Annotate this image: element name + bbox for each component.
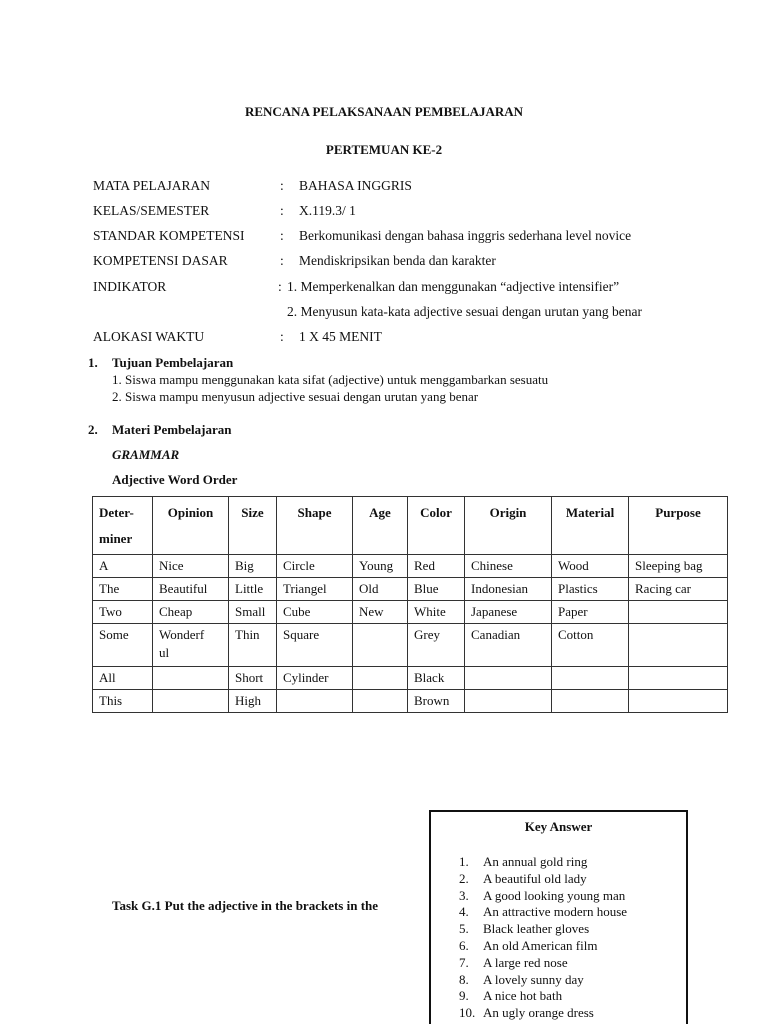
table-cell: Japanese <box>465 601 552 624</box>
key-answer-text: A good looking young man <box>483 887 626 903</box>
table-body <box>93 555 728 713</box>
key-answer-text: An old American film <box>483 938 598 953</box>
table-cell: Cheap <box>153 601 229 624</box>
table-header-cell: Shape <box>277 497 353 555</box>
section-1-number: 1. <box>88 355 98 370</box>
table-cell: Cotton <box>552 624 629 667</box>
adjective-word-order-table <box>92 496 728 713</box>
meta-colon: : <box>280 203 284 218</box>
key-answer-number: 1. <box>459 854 469 869</box>
table-cell <box>552 690 629 713</box>
meta-label: KELAS/SEMESTER <box>93 203 210 218</box>
task-instruction: Task G.1 Put the adjective in the brackets in the <box>112 898 379 913</box>
key-answer-number: 8. <box>459 971 469 987</box>
table-row <box>93 667 728 690</box>
meta-row <box>93 329 733 349</box>
table-row <box>93 624 728 667</box>
table-cell <box>629 690 728 713</box>
key-answer-text: An attractive modern house <box>483 904 628 920</box>
table-cell: High <box>229 690 277 713</box>
meta-row <box>93 304 733 324</box>
table-cell: A <box>93 555 153 578</box>
meta-label: MATA PELAJARAN <box>93 178 211 193</box>
table-cell: Racing car <box>629 578 728 601</box>
meta-value: X.119.3/ 1 <box>299 203 356 218</box>
table-cell: Paper <box>552 601 629 624</box>
key-answer-number: 6. <box>459 938 469 953</box>
key-answer-number: 2. <box>459 870 469 886</box>
page-subtitle: PERTEMUAN KE-2 <box>325 142 443 157</box>
meta-label: INDIKATOR <box>93 279 167 294</box>
meta-value: Mendiskripsikan benda dan karakter <box>299 253 496 268</box>
table-cell: Triangel <box>277 578 353 601</box>
meta-colon: : <box>280 178 284 193</box>
table-cell: Old <box>353 578 408 601</box>
page-title: RENCANA PELAKSANAAN PEMBELAJARAN <box>244 104 524 119</box>
table-cell: Two <box>93 601 153 624</box>
key-answer-number: 3. <box>459 887 469 903</box>
key-answer-item <box>459 987 562 1004</box>
key-answer-item <box>459 937 597 954</box>
table-cell <box>465 690 552 713</box>
table-cell: Plastics <box>552 578 629 601</box>
table-header-row <box>93 497 728 555</box>
table-cell: Blue <box>408 578 465 601</box>
table-cell <box>277 690 353 713</box>
key-answer-item <box>459 870 587 887</box>
table-cell: New <box>353 601 408 624</box>
table-header-cell: Purpose <box>629 497 728 555</box>
key-answer-item <box>459 903 627 920</box>
meta-row <box>93 178 733 198</box>
table-header-cell: Origin <box>465 497 552 555</box>
table-cell: Red <box>408 555 465 578</box>
key-answer-title: Key Answer <box>524 819 593 834</box>
table-cell: Short <box>229 667 277 690</box>
key-answer-number: 5. <box>459 921 469 937</box>
meta-row <box>93 203 733 223</box>
table-cell: This <box>93 690 153 713</box>
key-answer-text: A beautiful old lady <box>483 870 587 886</box>
table-cell <box>353 690 408 713</box>
table-cell: White <box>408 601 465 624</box>
table-cell <box>629 624 728 667</box>
table-cell: Cube <box>277 601 353 624</box>
key-answer-item <box>459 920 589 937</box>
table-cell: Young <box>353 555 408 578</box>
table-cell: Thin <box>229 624 277 667</box>
meta-colon: : <box>280 329 284 344</box>
table-cell: Indonesian <box>465 578 552 601</box>
section-1-title: Tujuan Pembelajaran <box>112 355 234 370</box>
meta-value: 1 X 45 MENIT <box>299 329 382 344</box>
table-header-cell: Material <box>552 497 629 555</box>
meta-row <box>93 228 733 248</box>
key-answer-number: 10. <box>459 1005 476 1021</box>
table-cell: Grey <box>408 624 465 667</box>
table-cell: Chinese <box>465 555 552 578</box>
table-cell <box>552 667 629 690</box>
table-cell: Big <box>229 555 277 578</box>
table-cell <box>153 667 229 690</box>
key-answer-text: A nice hot bath <box>483 988 563 1004</box>
key-answer-item <box>459 887 625 904</box>
table-cell: Sleeping bag <box>629 555 728 578</box>
meta-label: ALOKASI WAKTU <box>93 329 205 344</box>
key-answer-item <box>459 853 587 870</box>
table-row <box>93 690 728 713</box>
table-cell: Canadian <box>465 624 552 667</box>
key-answer-text: An ugly orange dress <box>483 1005 594 1021</box>
table-cell: Brown <box>408 690 465 713</box>
objective-item-2: 2. Siswa mampu menyusun adjective sesuai dengan urutan yang benar <box>112 389 479 404</box>
table-row <box>93 555 728 578</box>
table-cell <box>353 624 408 667</box>
table-header-cell: Color <box>408 497 465 555</box>
table-header-cell: Age <box>353 497 408 555</box>
table-cell: Nice <box>153 555 229 578</box>
objective-item-1: 1. Siswa mampu menggunakan kata sifat (adjective) untuk menggambarkan sesuatu <box>112 372 549 387</box>
table-cell <box>465 667 552 690</box>
table-cell: Wood <box>552 555 629 578</box>
table-header-cell: Deter- miner <box>93 497 153 555</box>
meta-row <box>93 253 733 273</box>
table-cell: Circle <box>277 555 353 578</box>
key-answer-text: A large red nose <box>483 954 568 970</box>
table-title: Adjective Word Order <box>112 472 238 487</box>
key-answer-number: 9. <box>459 988 469 1004</box>
meta-value: BAHASA INGGRIS <box>299 178 412 193</box>
key-answer-box <box>429 810 688 1024</box>
key-answer-text: Black leather gloves <box>483 921 590 937</box>
key-answer-number: 7. <box>459 954 469 970</box>
table-cell <box>629 667 728 690</box>
key-answer-item <box>459 971 584 988</box>
section-2-number: 2. <box>88 422 98 437</box>
table-cell: Beautiful <box>153 578 229 601</box>
table-cell: The <box>93 578 153 601</box>
key-answer-item <box>459 1004 594 1021</box>
meta-colon: : <box>280 228 284 243</box>
key-answer-text: An annual gold ring <box>483 854 588 869</box>
table-cell <box>629 601 728 624</box>
key-answer-number: 4. <box>459 904 469 920</box>
key-answer-text: A lovely sunny day <box>483 971 584 987</box>
meta-label: KOMPETENSI DASAR <box>93 253 228 268</box>
meta-value: 1. Memperkenalkan dan menggunakan “adjective intensifier” <box>287 279 620 294</box>
meta-label: STANDAR KOMPETENSI <box>93 228 245 243</box>
meta-colon: : <box>278 279 282 294</box>
meta-colon: : <box>280 253 284 268</box>
section-2-title: Materi Pembelajaran <box>112 422 232 437</box>
table-cell: Black <box>408 667 465 690</box>
table-cell: All <box>93 667 153 690</box>
table-row <box>93 578 728 601</box>
table-header-cell: Opinion <box>153 497 229 555</box>
meta-value: Berkomunikasi dengan bahasa inggris sederhana level novice <box>299 228 632 243</box>
table-cell: Small <box>229 601 277 624</box>
key-answer-item <box>459 954 568 971</box>
table-header-cell: Size <box>229 497 277 555</box>
table-cell <box>353 667 408 690</box>
table-cell: Wonderf ul <box>153 624 229 667</box>
meta-row <box>93 279 733 299</box>
meta-value: 2. Menyusun kata-kata adjective sesuai dengan urutan yang benar <box>287 304 642 319</box>
grammar-heading: GRAMMAR <box>112 447 180 462</box>
table-row <box>93 601 728 624</box>
table-cell <box>153 690 229 713</box>
table-cell: Little <box>229 578 277 601</box>
table-cell: Cylinder <box>277 667 353 690</box>
table-cell: Some <box>93 624 153 667</box>
table-cell: Square <box>277 624 353 667</box>
